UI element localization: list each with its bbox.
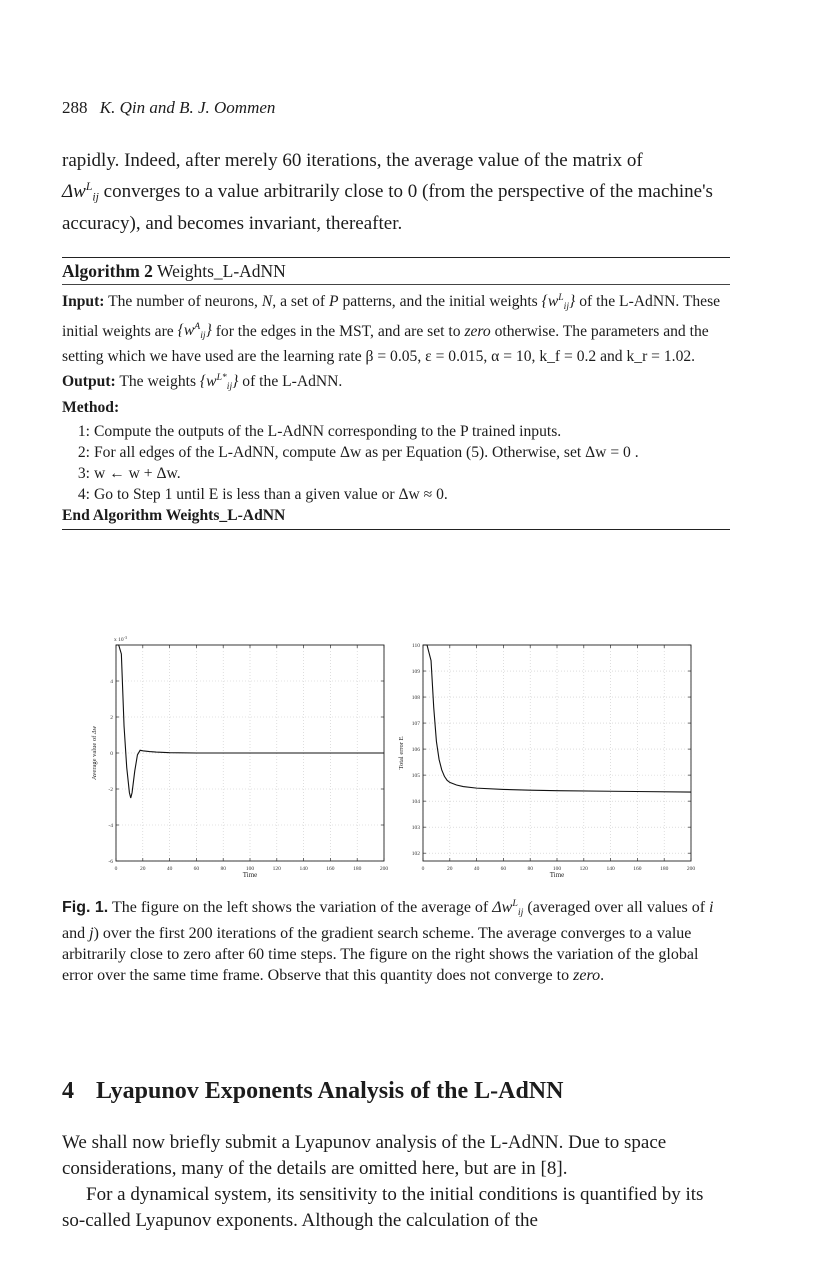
algorithm-method [62, 397, 730, 418]
input-text-b: , a set of [272, 292, 326, 310]
input-text-f: otherwise. The parameters and the setting which we have used are the learning rate [62, 322, 709, 366]
x-tick-label: 180 [660, 866, 669, 872]
math-wL-star: $\{w^{L*}_{ij}\}$ [199, 372, 239, 393]
section-title: Lyapunov Exponents Analysis of the L-AdNN [96, 1078, 564, 1104]
output-text-b: of the L-AdNN. [242, 373, 343, 391]
x-tick-label: 100 [552, 866, 562, 872]
series-line [423, 645, 691, 792]
y-tick-label: 104 [411, 799, 420, 806]
step-text: w ← w + Δw. [94, 465, 181, 483]
step-text: Go to Step 1 until E is less than a given value or Δw ≈ 0. [94, 486, 448, 504]
y-tick-label: 110 [411, 643, 420, 649]
input-label: Input: [62, 292, 105, 310]
x-tick-label: 20 [140, 866, 146, 872]
section-heading [62, 1078, 563, 1105]
x-tick-label: 60 [500, 866, 507, 872]
math-wL-set: $\{w^L_{ij}\}$ [541, 292, 576, 312]
caption-zero: zero [573, 966, 601, 984]
y-axis-label-symbol: Δw [91, 725, 98, 735]
algorithm-step [62, 442, 730, 463]
step-text: Compute the outputs of the L-AdNN corresponding to the P trained inputs. [94, 423, 562, 441]
y-tick-label: 107 [411, 721, 420, 728]
input-text-c: patterns, and the initial weights [342, 292, 538, 310]
method-label: Method: [62, 399, 120, 417]
running-header [62, 98, 275, 118]
math-wA-set: $\{w^A_{ij}\}$ [177, 321, 212, 342]
y-tick-label: 106 [411, 747, 420, 754]
x-tick-label: 120 [579, 866, 588, 872]
caption-text-d: ) over the first 200 iterations of the gradient search scheme. The average converges to a value arbitrarily close to zero after 60 time steps. The figure on the right shows the variation of the global error over the same time frame. Observe that this quantity does not converge to [62, 924, 699, 984]
y-exponent-label [114, 635, 127, 643]
figure-1 [0, 625, 822, 887]
intro-text-b: converges to a value arbitrarily close to 0 (from the perspective of the machine's accuracy), and becomes invariant, thereafter. [62, 181, 713, 234]
series-line [116, 645, 384, 798]
algorithm-bottom-rule [62, 529, 730, 530]
x-tick-label: 140 [606, 866, 615, 872]
intro-paragraph [62, 148, 730, 237]
chart-left [91, 635, 388, 879]
delta-w-symbol: $\Delta w^L_{ij}$ [62, 180, 99, 204]
algorithm-box [62, 257, 730, 530]
x-tick-label: 60 [193, 866, 200, 872]
y-tick-label: 103 [411, 825, 420, 832]
step-number: 3: [77, 465, 90, 483]
caption-text-a: The figure on the left shows the variation of the average of [111, 898, 489, 916]
x-axis-label: Time [242, 871, 258, 879]
y-tick-label: -2 [108, 787, 113, 793]
algorithm-step [62, 484, 730, 505]
x-tick-label: 120 [272, 866, 281, 872]
algorithm-steps [62, 421, 730, 505]
page-number: 288 [62, 98, 88, 117]
y-axis-label: Total error E [398, 736, 405, 770]
caption-j: j [89, 924, 94, 942]
x-tick-label: 0 [114, 866, 118, 872]
section-body [62, 1130, 730, 1234]
section-number: 4 [62, 1078, 74, 1104]
chart-right [398, 643, 695, 879]
caption-text-b: (averaged over all values of [527, 898, 706, 916]
x-tick-label: 200 [686, 866, 696, 872]
algorithm-input [62, 285, 730, 367]
x-tick-label: 0 [421, 866, 425, 872]
body-paragraph-2: For a dynamical system, its sensitivity to the initial conditions is quantified by its so-called Lyapunov exponents. Although the calculation of the [62, 1184, 704, 1231]
output-text-a: The weights [119, 373, 197, 391]
output-label: Output: [62, 373, 116, 391]
x-tick-label: 200 [379, 866, 389, 872]
y-exponent-power: -3 [123, 635, 127, 640]
algorithm-title [62, 258, 730, 284]
algorithm-output [62, 367, 730, 397]
caption-end: . [600, 966, 605, 984]
y-tick-label: -6 [108, 859, 113, 865]
x-tick-label: 20 [447, 866, 453, 872]
x-tick-label: 160 [633, 866, 642, 872]
algorithm-end: End Algorithm Weights_L-AdNN [62, 507, 286, 525]
y-axis-label-prefix: Average value of [91, 734, 98, 781]
y-tick-label: 4 [110, 679, 113, 685]
y-tick-label: 0 [110, 751, 113, 757]
x-tick-label: 180 [353, 866, 362, 872]
step-number: 1: [77, 423, 90, 441]
x-axis-label: Time [549, 871, 565, 879]
step-number: 4: [77, 486, 90, 504]
algorithm-title-name: Weights_L-AdNN [156, 261, 286, 281]
input-text-e: for the edges in the MST, and are set to [215, 322, 461, 340]
caption-i: i [709, 898, 714, 916]
x-tick-label: 80 [220, 866, 226, 872]
y-tick-label: 102 [411, 851, 420, 858]
input-text-d: of the L-AdNN. These initial weights are [62, 292, 721, 340]
x-tick-label: 160 [326, 866, 335, 872]
y-tick-label: 2 [110, 715, 113, 721]
x-tick-label: 40 [166, 866, 173, 872]
caption-label: Fig. 1. [62, 898, 109, 916]
step-number: 2: [77, 444, 90, 462]
y-tick-label: -4 [108, 823, 113, 829]
x-tick-label: 40 [473, 866, 480, 872]
body-paragraph-1: We shall now briefly submit a Lyapunov analysis of the L-AdNN. Due to space considerations, many of the details are omitted here, but are in [8]. [62, 1132, 667, 1179]
y-tick-label: 108 [411, 695, 420, 702]
algorithm-title-label: Algorithm 2 [62, 261, 153, 281]
algorithm-step [62, 421, 730, 442]
intro-text-a: rapidly. Indeed, after merely 60 iterations, the average value of the matrix of [62, 150, 643, 171]
x-tick-label: 80 [527, 866, 533, 872]
math-N: N [261, 292, 273, 310]
caption-delta-w: $\Delta w^L_{ij}$ [492, 898, 524, 918]
step-text: For all edges of the L-AdNN, compute Δw as per Equation (5). Otherwise, set Δw = 0 . [94, 444, 639, 462]
input-params: β = 0.05, ε = 0.015, α = 10, k_f = 0.2 and k_r = 1.02. [365, 348, 696, 366]
figure-caption [62, 893, 730, 986]
x-tick-label: 140 [299, 866, 308, 872]
caption-text-c: and [62, 924, 86, 942]
input-text-a: The number of neurons, [108, 292, 258, 310]
y-tick-label: 109 [411, 669, 420, 676]
y-exponent-base: x 10 [114, 637, 124, 643]
header-authors: K. Qin and B. J. Oommen [99, 98, 276, 117]
algorithm-step [62, 463, 730, 484]
math-P: P [329, 292, 339, 310]
x-tick-label: 100 [245, 866, 255, 872]
input-zero: zero [464, 322, 491, 340]
y-tick-label: 105 [411, 773, 420, 780]
y-axis-label [91, 725, 98, 780]
